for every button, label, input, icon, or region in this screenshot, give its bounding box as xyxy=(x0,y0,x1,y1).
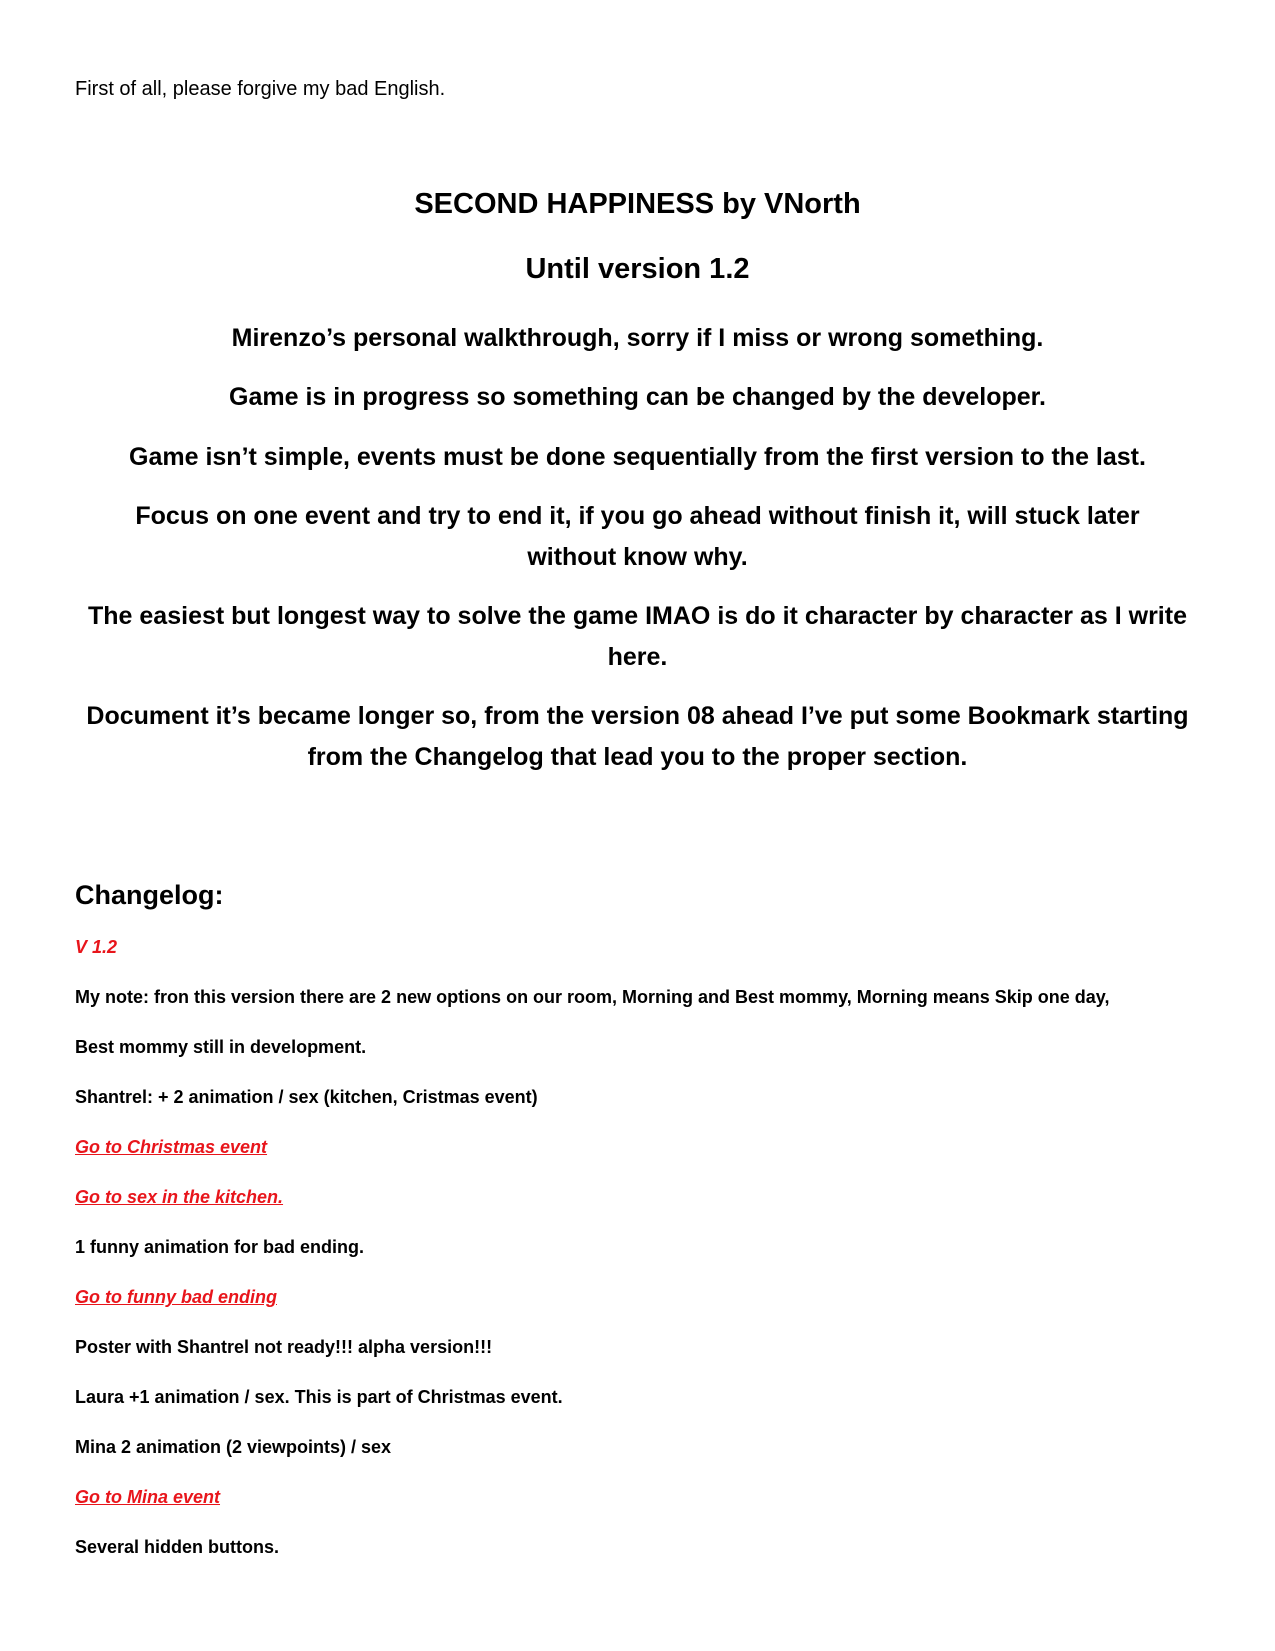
changelog-heading: Changelog: xyxy=(75,880,224,910)
changelog-item: Several hidden buttons. xyxy=(75,1537,280,1557)
bookmark-link-christmas-event[interactable]: Go to Christmas event xyxy=(75,1137,268,1157)
changelog-item: Best mommy still in development. xyxy=(75,1037,367,1057)
header-note-5: The easiest but longest way to solve the game IMAO is do it character by character as I write here. xyxy=(88,602,1187,671)
bookmark-link-bad-ending[interactable]: Go to funny bad ending xyxy=(75,1287,277,1307)
intro-text: First of all, please forgive my bad English. xyxy=(75,78,446,100)
changelog-item: 1 funny animation for bad ending. xyxy=(75,1237,365,1257)
bookmark-link-mina-event[interactable]: Go to Mina event xyxy=(75,1487,221,1507)
bookmark-link-kitchen[interactable]: Go to sex in the kitchen. xyxy=(75,1187,284,1207)
header-note-3: Game isn’t simple, events must be done sequentially from the first version to the last. xyxy=(129,443,1146,471)
document-title: SECOND HAPPINESS by VNorth xyxy=(414,188,861,220)
version-subtitle: Until version 1.2 xyxy=(525,253,750,285)
changelog-item: My note: fron this version there are 2 new options on our room, Morning and Best mommy, Morning means Skip one day, xyxy=(75,987,1110,1007)
header-note-2: Game is in progress so something can be changed by the developer. xyxy=(229,383,1046,411)
changelog-item: Laura +1 animation / sex. This is part of Christmas event. xyxy=(75,1387,563,1407)
header-note-4: Focus on one event and try to end it, if you go ahead without finish it, will stuck later without know why. xyxy=(135,502,1140,571)
header-note-6: Document it’s became longer so, from the version 08 ahead I’ve put some Bookmark starting from the Changelog that lead you to the proper section. xyxy=(86,702,1189,771)
changelog-item: Shantrel: + 2 animation / sex (kitchen, Cristmas event) xyxy=(75,1087,538,1107)
header-note-1: Mirenzo’s personal walkthrough, sorry if I miss or wrong something. xyxy=(231,324,1044,352)
changelog-version-label: V 1.2 xyxy=(75,937,118,957)
changelog-item: Poster with Shantrel not ready!!! alpha version!!! xyxy=(75,1337,493,1357)
changelog-item: Mina 2 animation (2 viewpoints) / sex xyxy=(75,1437,392,1457)
